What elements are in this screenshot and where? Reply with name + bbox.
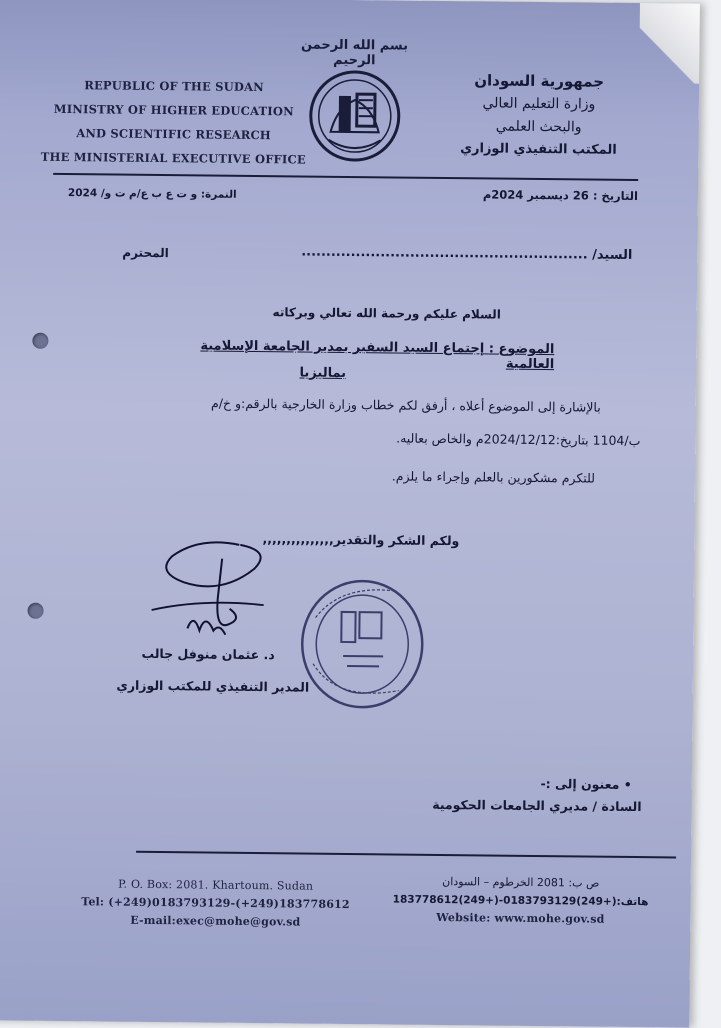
letter-date: التاريخ : 26 ديسمبر 2024م	[482, 187, 639, 204]
header-english	[38, 73, 309, 172]
closing-line: ولكم الشكر والتقدير,,,,,,,,,,,,,,,	[262, 531, 460, 549]
punch-hole	[32, 333, 48, 349]
header-en-line: AND SCIENTIFIC RESEARCH	[76, 126, 271, 143]
subject-label: الموضوع :	[488, 341, 555, 358]
letter-reference: النمرة: و ت ع ب ع/م ت و/ 2024	[67, 187, 237, 201]
cc-recipient: السادة / مديري الجامعات الحكومية	[432, 796, 642, 815]
cc-label	[512, 776, 632, 792]
header-en-line: THE MINISTERIAL EXECUTIVE OFFICE	[40, 149, 306, 167]
official-stamp	[299, 578, 426, 711]
footer-tel: Tel: (+249)0183793129-(+249)183778612	[81, 895, 350, 912]
footer-arabic	[375, 872, 666, 929]
ministry-logo	[308, 70, 401, 163]
bullet-icon: •	[623, 776, 632, 792]
header-ar-line: جمهورية السودان	[474, 71, 605, 91]
greeting: السلام عليكم ورحمة الله تعالي وبركاته	[272, 305, 501, 322]
body-paragraph-3: للتكرم مشكورين بالعلم وإجراء ما يلزم.	[391, 468, 596, 486]
signatory-name: د. عثمان منوفل جالب	[141, 645, 275, 663]
subject-text: إجتماع السيد السفير بمدير الجامعة الإسلامية العالمية	[200, 338, 555, 373]
punch-hole	[28, 603, 44, 619]
body-paragraph-1: بالإشارة إلى الموضوع أعلاه ، أرفق لكم خطاب وزارة الخارجية بالرقم:و خ/م	[210, 395, 601, 415]
header-arabic	[428, 69, 649, 163]
addressee-respected: المحترم	[122, 245, 169, 261]
signatory-title: المدير التنفيذي للمكتب الوزاري	[116, 677, 310, 695]
addressee-line: السيد/ ..........................................................	[301, 244, 633, 263]
header-en-line: MINISTRY OF HIGHER EDUCATION	[53, 101, 294, 119]
subject-line-2: بماليزيا	[299, 365, 347, 381]
header-ar-line: وزارة التعليم العالي	[482, 95, 596, 113]
footer-divider	[136, 851, 676, 858]
header-ar-line: والبحث العلمي	[495, 118, 582, 136]
header-divider	[53, 173, 638, 181]
footer-website: Website: www.mohe.gov.sd	[436, 910, 605, 926]
footer-pobox: P. O. Box: 2081. Khartoum. Sudan	[118, 877, 314, 893]
subject-line	[156, 338, 554, 372]
basmala-calligraphy: بسم الله الرحمن الرحيم	[300, 37, 409, 69]
body-paragraph-2: ب/1104 بتاريخ:2024/12/12م والخاص بعاليه.	[396, 430, 641, 449]
footer-pobox-ar: ص ب: 2081 الخرطوم – السودان	[442, 875, 600, 890]
header-ar-line: المكتب التنفيذي الوزاري	[460, 141, 617, 158]
header-en-line: REPUBLIC OF THE SUDAN	[84, 78, 264, 95]
footer-english	[70, 875, 361, 932]
cc-label-text: معنون إلى :-	[540, 776, 620, 792]
footer-email: E-mail:exec@mohe@gov.sd	[130, 913, 301, 929]
handwritten-signature	[143, 538, 274, 649]
footer-tel-ar: هاتف:(+249)0183793129-(+249)183778612	[392, 893, 649, 909]
